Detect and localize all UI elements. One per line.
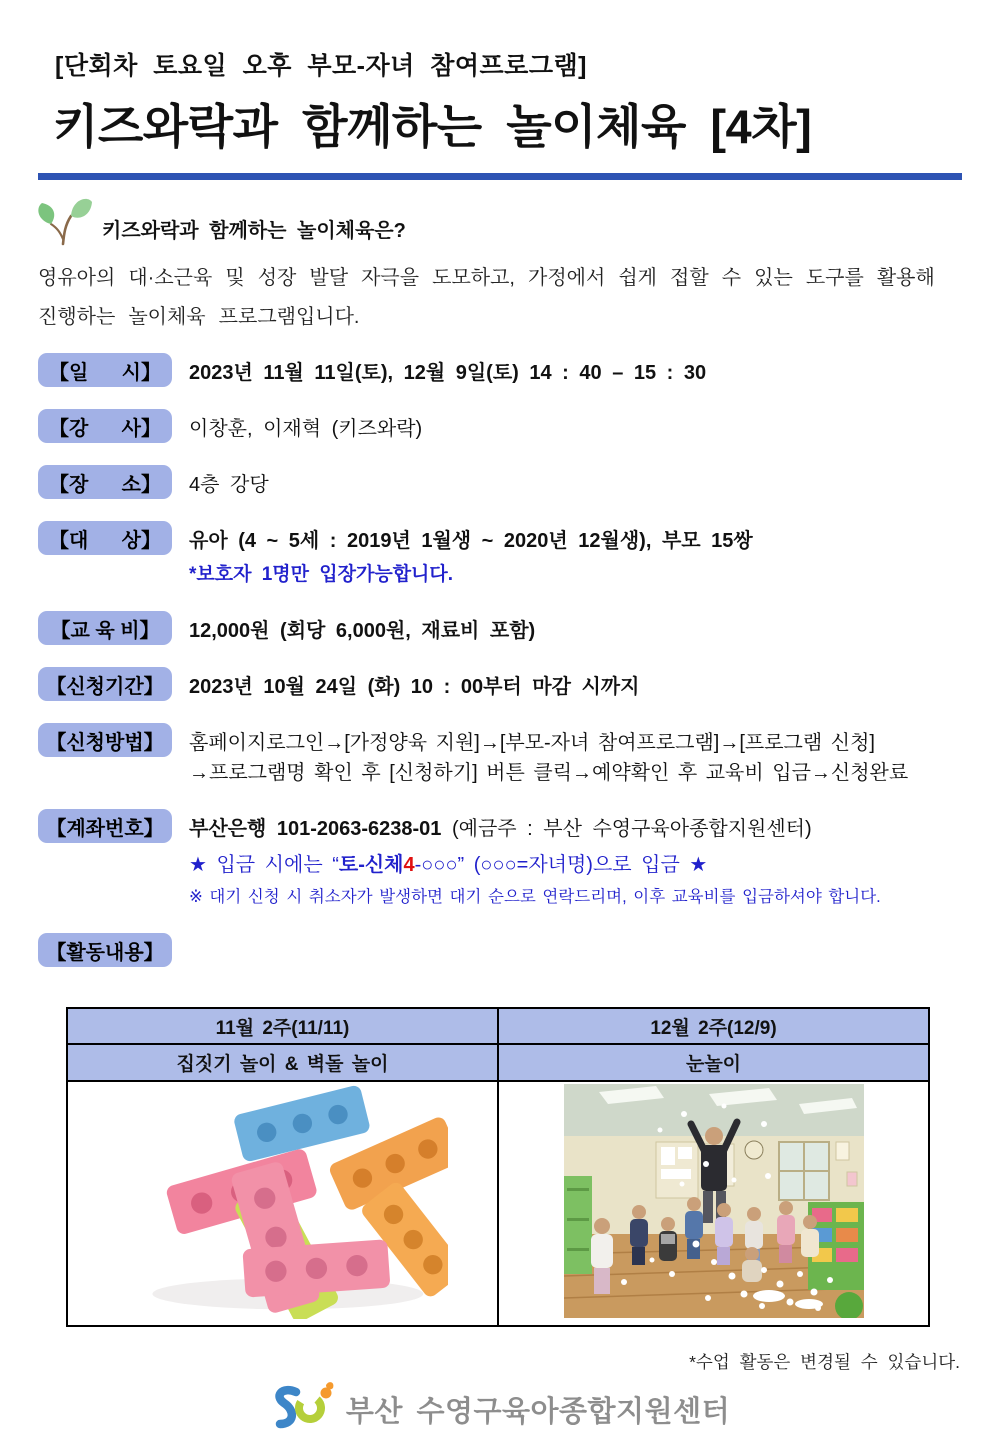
- waitlist-note: ※ 대기 신청 시 취소자가 발생하면 대기 순으로 연락드리며, 이후 교육비를 입금하셔야 합니다.: [189, 888, 881, 906]
- intro-section: [38, 194, 962, 337]
- change-disclaimer: *수업 활동은 변경될 수 있습니다.: [689, 1352, 960, 1372]
- account-number-line: [189, 814, 881, 844]
- place-label-badge: 【장 소】: [38, 465, 172, 499]
- session-1-activity: 집짓기 놀이 & 벽돌 놀이: [67, 1044, 498, 1081]
- period-value: 2023년 10월 24일 (화) 10 : 00부터 마감 시까지: [189, 676, 640, 698]
- row-method: [38, 723, 962, 788]
- row-instructor: [38, 409, 962, 444]
- row-period: [38, 667, 962, 702]
- method-label-badge: 【신청방법】: [38, 723, 172, 757]
- row-place: [38, 465, 962, 500]
- bank-account-number: 부산은행 101-2063-6238-01: [189, 818, 442, 840]
- row-activity: [38, 933, 962, 967]
- session-2-image-cell: [498, 1081, 929, 1326]
- center-logo-icon: [270, 1380, 336, 1439]
- foam-brick-blocks-photo: [118, 1083, 448, 1324]
- center-logo-text: 부산 수영구육아종합지원센터: [345, 1396, 731, 1428]
- row-fee: [38, 611, 962, 646]
- deposit-session-number: 4: [403, 854, 415, 876]
- account-holder: (예금주 : 부산 수영구육아종합지원센터): [441, 818, 812, 840]
- session-1-image-cell: [67, 1081, 498, 1326]
- row-datetime: [38, 353, 962, 388]
- fee-label-badge: 【교 육 비】: [38, 611, 172, 645]
- table-header-row: [67, 1008, 929, 1044]
- fee-value: 12,000원 (회당 6,000원, 재료비 포함): [189, 620, 536, 642]
- method-line-1: 홈페이지로그인→[가정양육 지원]→[부모-자녀 참여프로그램]→[프로그램 신청]: [189, 732, 875, 754]
- target-label-badge: 【대 상】: [38, 521, 172, 555]
- flyer-page: [0, 46, 992, 1439]
- deposit-instruction: [189, 850, 881, 880]
- table-image-row: [67, 1081, 929, 1326]
- info-rows: [38, 353, 962, 967]
- sprout-icon: [32, 194, 94, 251]
- row-account: [38, 809, 962, 912]
- deposit-code-bold: 토-신체: [338, 854, 404, 876]
- instructor-value: 이창훈, 이재혁 (키즈와락): [189, 418, 423, 440]
- instructor-label-badge: 【강 사】: [38, 409, 172, 443]
- snow-play-classroom-photo: [564, 1084, 864, 1323]
- activity-label-badge: 【활동내용】: [38, 933, 172, 967]
- table-activity-row: [67, 1044, 929, 1081]
- activity-schedule-table: [66, 1007, 930, 1327]
- center-logo: [38, 1380, 962, 1439]
- method-line-2: →프로그램명 확인 후 [신청하기] 버튼 클릭→예약확인 후 교육비 입금→신청완료: [189, 762, 909, 784]
- datetime-value: 2023년 11월 11일(토), 12월 9일(토) 14 : 40 – 15 : 30: [189, 362, 707, 384]
- row-target: [38, 521, 962, 590]
- account-label-badge: 【계좌번호】: [38, 809, 172, 843]
- title-divider: [38, 173, 962, 180]
- intro-body: 영유아의 대·소근육 및 성장 발달 자극을 도모하고, 가정에서 쉽게 접할 수 있는 도구를 활용해 진행하는 놀이체육 프로그램입니다.: [38, 267, 935, 328]
- header-subtitle: [단회차 토요일 오후 부모-자녀 참여프로그램]: [55, 52, 587, 80]
- deposit-suffix: -○○○” (○○○=자녀명)으로 입금 ★: [414, 854, 708, 876]
- datetime-label-badge: 【일 시】: [38, 353, 172, 387]
- deposit-prefix: ★ 입금 시에는 “: [189, 854, 339, 876]
- intro-heading: 키즈와락과 함께하는 놀이체육은?: [102, 220, 406, 242]
- session-2-date-header: 12월 2주(12/9): [498, 1008, 929, 1044]
- target-guardian-note: *보호자 1명만 입장가능합니다.: [189, 564, 454, 585]
- period-label-badge: 【신청기간】: [38, 667, 172, 701]
- place-value: 4층 강당: [189, 474, 269, 496]
- session-2-activity: 눈놀이: [498, 1044, 929, 1081]
- target-value: 유아 (4 ~ 5세 : 2019년 1월생 ~ 2020년 12월생), 부모 15쌍: [189, 530, 753, 552]
- session-1-date-header: 11월 2주(11/11): [67, 1008, 498, 1044]
- page-title: 키즈와락과 함께하는 놀이체육 [4차]: [53, 100, 812, 153]
